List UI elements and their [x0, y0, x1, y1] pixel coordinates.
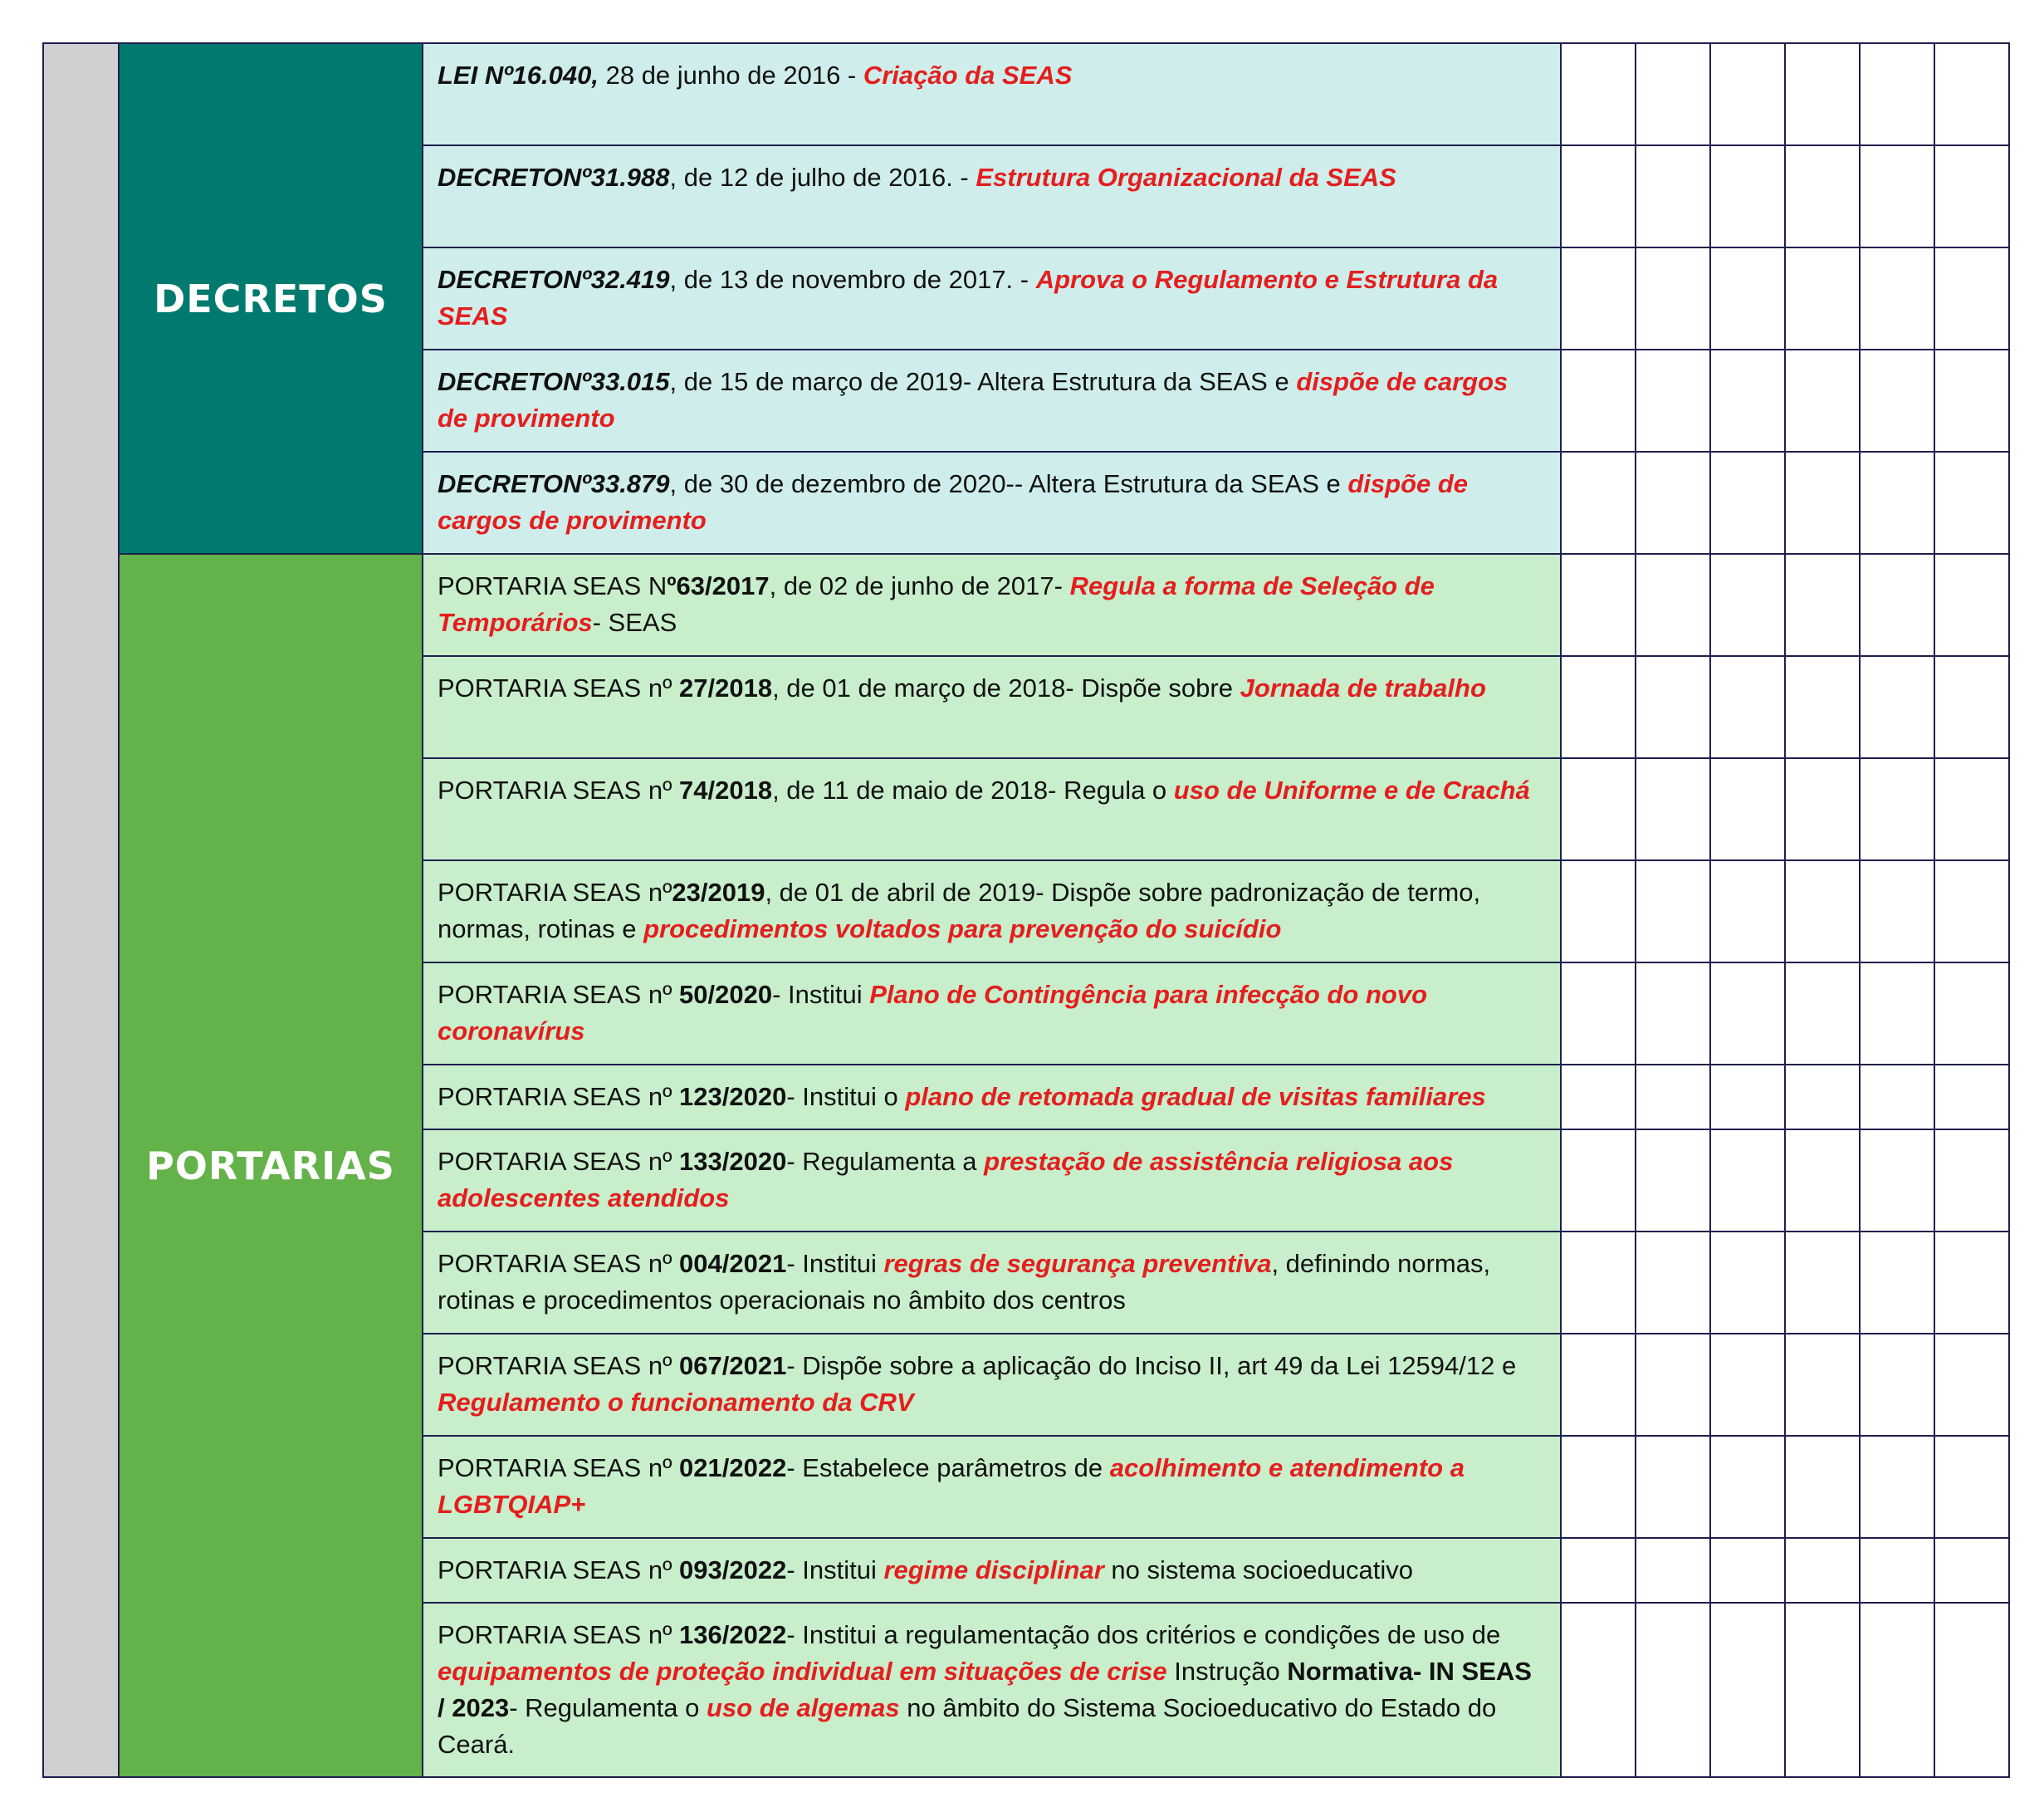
- portaria-text: [423, 758, 1561, 860]
- portaria-description: - Institui: [772, 980, 870, 1009]
- decreto-code: DECRETONº33.879: [438, 469, 670, 498]
- decreto-text: [423, 247, 1561, 350]
- section-decretos-label: DECRETOS: [154, 276, 388, 321]
- portaria-highlight: Jornada de trabalho: [1240, 673, 1486, 703]
- decreto-highlight: Aprova o Regulamento e Estrutura da SEAS: [438, 265, 1499, 331]
- checkbox-cell[interactable]: [1710, 145, 1785, 247]
- portaria-prefix: PORTARIA SEAS nº: [438, 1147, 680, 1176]
- decreto-code: LEI Nº16.040,: [438, 61, 599, 90]
- portaria-prefix: PORTARIA SEAS nº: [438, 878, 672, 907]
- checkbox-cell[interactable]: [1561, 1334, 1636, 1436]
- checkbox-cell[interactable]: [1860, 1538, 1934, 1603]
- checkbox-cell[interactable]: [1860, 1232, 1934, 1334]
- checkbox-cell[interactable]: [1561, 145, 1636, 247]
- portaria-text: [423, 656, 1561, 758]
- checkbox-cell[interactable]: [1934, 43, 2009, 145]
- legislation-table: [42, 42, 2010, 1778]
- checkbox-cell[interactable]: [1785, 1436, 1860, 1538]
- portaria-prefix: PORTARIA SEAS N: [438, 571, 667, 600]
- instrucao-normativa: Normativa- IN SEAS / 2023: [438, 1657, 1532, 1722]
- checkbox-cell[interactable]: [1710, 1065, 1785, 1129]
- checkbox-cell[interactable]: [1636, 1129, 1710, 1232]
- checkbox-cell[interactable]: [1636, 247, 1710, 350]
- portaria-text: [423, 554, 1561, 656]
- checkbox-cell[interactable]: [1860, 656, 1934, 758]
- checkbox-cell[interactable]: [1636, 962, 1710, 1065]
- decreto-row: [43, 43, 2009, 145]
- portaria-prefix: PORTARIA SEAS nº: [438, 980, 680, 1009]
- portaria-highlight: Regulamento o funcionamento da CRV: [438, 1388, 914, 1417]
- portaria-number: 093/2022: [679, 1555, 787, 1584]
- portaria-text: [423, 1538, 1561, 1603]
- portaria-highlight: procedimentos voltados para prevenção do suicídio: [643, 914, 1282, 943]
- checkbox-cell[interactable]: [1860, 962, 1934, 1065]
- portaria-highlight: uso de Uniforme e de Crachá: [1173, 776, 1530, 805]
- checkbox-cell[interactable]: [1710, 43, 1785, 145]
- portaria-highlight: uso de algemas: [707, 1693, 900, 1722]
- checkbox-cell[interactable]: [1785, 1334, 1860, 1436]
- checkbox-cell[interactable]: [1710, 758, 1785, 860]
- checkbox-cell[interactable]: [1636, 1232, 1710, 1334]
- checkbox-cell[interactable]: [1934, 350, 2009, 452]
- decreto-description: , de 30 de dezembro de 2020-- Altera Estrutura da SEAS e: [669, 469, 1348, 498]
- checkbox-cell[interactable]: [1636, 452, 1710, 554]
- portaria-highlight: Plano de Contingência para infecção do novo coronavírus: [438, 980, 1428, 1046]
- checkbox-cell[interactable]: [1561, 247, 1636, 350]
- portaria-number: 27/2018: [679, 673, 773, 703]
- checkbox-cell[interactable]: [1934, 452, 2009, 554]
- checkbox-cell[interactable]: [1710, 1538, 1785, 1603]
- checkbox-cell[interactable]: [1785, 860, 1860, 962]
- checkbox-cell[interactable]: [1710, 962, 1785, 1065]
- decreto-code: DECRETONº31.988: [438, 163, 670, 192]
- portaria-text: [423, 1129, 1561, 1232]
- decreto-description: , de 13 de novembro de 2017. -: [669, 265, 1036, 294]
- checkbox-cell[interactable]: [1785, 145, 1860, 247]
- checkbox-cell[interactable]: [1710, 247, 1785, 350]
- decreto-description: , de 12 de julho de 2016. -: [669, 163, 976, 192]
- checkbox-cell[interactable]: [1860, 1603, 1934, 1777]
- checkbox-cell[interactable]: [1785, 1603, 1860, 1777]
- portaria-description: - Dispõe sobre a aplicação do Inciso II, art 49 da Lei 12594/12 e: [786, 1351, 1517, 1380]
- decreto-text: [423, 43, 1561, 145]
- checkbox-cell[interactable]: [1934, 962, 2009, 1065]
- checkbox-cell[interactable]: [1636, 145, 1710, 247]
- portaria-description: - Regulamenta o: [509, 1693, 707, 1722]
- checkbox-cell[interactable]: [1636, 554, 1710, 656]
- portaria-text: [423, 1334, 1561, 1436]
- checkbox-cell[interactable]: [1636, 1538, 1710, 1603]
- checkbox-cell[interactable]: [1561, 554, 1636, 656]
- portaria-prefix: PORTARIA SEAS nº: [438, 1555, 680, 1584]
- checkbox-cell[interactable]: [1785, 1065, 1860, 1129]
- portaria-text: [423, 1232, 1561, 1334]
- checkbox-cell[interactable]: [1785, 1129, 1860, 1232]
- checkbox-cell[interactable]: [1710, 1232, 1785, 1334]
- checkbox-cell[interactable]: [1710, 1129, 1785, 1232]
- checkbox-cell[interactable]: [1710, 554, 1785, 656]
- decreto-highlight: dispõe de cargos de provimento: [438, 469, 1469, 535]
- checkbox-cell[interactable]: [1785, 350, 1860, 452]
- checkbox-cell[interactable]: [1934, 1603, 2009, 1777]
- checkbox-cell[interactable]: [1934, 145, 2009, 247]
- checkbox-cell[interactable]: [1636, 350, 1710, 452]
- portaria-number: 50/2020: [679, 980, 773, 1009]
- checkbox-cell[interactable]: [1934, 1065, 2009, 1129]
- portaria-prefix: PORTARIA SEAS nº: [438, 1249, 680, 1278]
- portaria-description: - Institui a regulamentação dos critérios e condições de uso de: [786, 1620, 1501, 1649]
- checkbox-cell[interactable]: [1785, 554, 1860, 656]
- portaria-description: - Institui o: [786, 1082, 906, 1111]
- checkbox-cell[interactable]: [1710, 452, 1785, 554]
- portaria-description: , de 02 de junho de 2017-: [769, 571, 1070, 600]
- checkbox-cell[interactable]: [1785, 962, 1860, 1065]
- portaria-description: , de 01 de março de 2018- Dispõe sobre: [772, 673, 1240, 703]
- portaria-text: [423, 1436, 1561, 1538]
- checkbox-cell[interactable]: [1561, 656, 1636, 758]
- portaria-suffix: , definindo normas, rotinas e procedimentos operacionais no âmbito dos centros: [438, 1249, 1491, 1315]
- portaria-description: , de 11 de maio de 2018- Regula o: [772, 776, 1174, 805]
- checkbox-cell[interactable]: [1561, 1436, 1636, 1538]
- decreto-text: [423, 452, 1561, 554]
- checkbox-cell[interactable]: [1636, 1334, 1710, 1436]
- checkbox-cell[interactable]: [1561, 1129, 1636, 1232]
- checkbox-cell[interactable]: [1860, 247, 1934, 350]
- checkbox-cell[interactable]: [1860, 350, 1934, 452]
- portaria-text: [423, 1065, 1561, 1129]
- side-bar: [43, 43, 119, 1777]
- checkbox-cell[interactable]: [1710, 656, 1785, 758]
- portaria-number: 136/2022: [679, 1620, 787, 1649]
- decreto-code: DECRETONº32.419: [438, 265, 670, 294]
- checkbox-cell[interactable]: [1934, 247, 2009, 350]
- section-portarias-label: PORTARIAS: [146, 1143, 395, 1188]
- portaria-description: - Estabelece parâmetros de: [786, 1453, 1110, 1482]
- portaria-number: 123/2020: [679, 1082, 787, 1111]
- checkbox-cell[interactable]: [1785, 452, 1860, 554]
- portaria-text: [423, 962, 1561, 1065]
- checkbox-cell[interactable]: [1561, 962, 1636, 1065]
- checkbox-cell[interactable]: [1934, 554, 2009, 656]
- checkbox-cell[interactable]: [1860, 860, 1934, 962]
- checkbox-cell[interactable]: [1636, 860, 1710, 962]
- checkbox-cell[interactable]: [1636, 1603, 1710, 1777]
- checkbox-cell[interactable]: [1561, 350, 1636, 452]
- checkbox-cell[interactable]: [1860, 1065, 1934, 1129]
- checkbox-cell[interactable]: [1860, 758, 1934, 860]
- portaria-suffix: no sistema socioeducativo: [1103, 1555, 1414, 1584]
- decreto-highlight: Estrutura Organizacional da SEAS: [976, 163, 1396, 192]
- portaria-prefix: PORTARIA SEAS nº: [438, 1082, 680, 1111]
- checkbox-cell[interactable]: [1710, 1603, 1785, 1777]
- section-decretos: [119, 43, 423, 554]
- decreto-description: , de 15 de março de 2019- Altera Estrutura da SEAS e: [669, 367, 1297, 396]
- checkbox-cell[interactable]: [1785, 656, 1860, 758]
- checkbox-cell[interactable]: [1636, 656, 1710, 758]
- portaria-description: - Institui: [786, 1555, 884, 1584]
- portaria-prefix: PORTARIA SEAS nº: [438, 1453, 680, 1482]
- portaria-number: 021/2022: [679, 1453, 787, 1482]
- checkbox-cell[interactable]: [1934, 1436, 2009, 1538]
- decreto-highlight: dispõe de cargos de provimento: [438, 367, 1509, 433]
- portaria-highlight: plano de retomada gradual de visitas familiares: [905, 1082, 1486, 1111]
- portaria-highlight: Regula a forma de Seleção de Temporários: [438, 571, 1435, 637]
- checkbox-cell[interactable]: [1934, 1538, 2009, 1603]
- portaria-description: - Institui: [786, 1249, 884, 1278]
- checkbox-cell[interactable]: [1934, 656, 2009, 758]
- checkbox-cell[interactable]: [1785, 1538, 1860, 1603]
- section-portarias: [119, 554, 423, 1777]
- portaria-number: 133/2020: [679, 1147, 787, 1176]
- checkbox-cell[interactable]: [1934, 1129, 2009, 1232]
- checkbox-cell[interactable]: [1860, 554, 1934, 656]
- portaria-prefix: PORTARIA SEAS nº: [438, 1620, 680, 1649]
- checkbox-cell[interactable]: [1710, 860, 1785, 962]
- checkbox-cell[interactable]: [1636, 43, 1710, 145]
- checkbox-cell[interactable]: [1860, 43, 1934, 145]
- decreto-description: 28 de junho de 2016 -: [598, 61, 863, 90]
- checkbox-cell[interactable]: [1934, 860, 2009, 962]
- portaria-row: [43, 554, 2009, 656]
- portaria-highlight: regras de segurança preventiva: [883, 1249, 1272, 1278]
- checkbox-cell[interactable]: [1710, 350, 1785, 452]
- checkbox-cell[interactable]: [1636, 1065, 1710, 1129]
- checkbox-cell[interactable]: [1860, 452, 1934, 554]
- portaria-prefix: PORTARIA SEAS nº: [438, 1351, 680, 1380]
- portaria-number: 067/2021: [679, 1351, 787, 1380]
- checkbox-cell[interactable]: [1785, 758, 1860, 860]
- portaria-number: º63/2017: [667, 571, 770, 600]
- portaria-description: - Regulamenta a: [786, 1147, 985, 1176]
- portaria-highlight: equipamentos de proteção individual em situações de crise: [438, 1657, 1167, 1686]
- portaria-highlight: regime disciplinar: [883, 1555, 1104, 1584]
- checkbox-cell[interactable]: [1785, 1232, 1860, 1334]
- checkbox-cell[interactable]: [1785, 43, 1860, 145]
- portaria-highlight: acolhimento e atendimento a LGBTQIAP+: [438, 1453, 1465, 1519]
- checkbox-cell[interactable]: [1636, 758, 1710, 860]
- checkbox-cell[interactable]: [1860, 1436, 1934, 1538]
- checkbox-cell[interactable]: [1561, 860, 1636, 962]
- decreto-code: DECRETONº33.015: [438, 367, 670, 396]
- decreto-text: [423, 145, 1561, 247]
- checkbox-cell[interactable]: [1860, 1129, 1934, 1232]
- portaria-highlight: prestação de assistência religiosa aos adolescentes atendidos: [438, 1147, 1454, 1212]
- checkbox-cell[interactable]: [1636, 1436, 1710, 1538]
- checkbox-cell[interactable]: [1710, 1334, 1785, 1436]
- decreto-text: [423, 350, 1561, 452]
- checkbox-cell[interactable]: [1561, 1603, 1636, 1777]
- portaria-number: 004/2021: [679, 1249, 787, 1278]
- checkbox-cell[interactable]: [1561, 1232, 1636, 1334]
- portaria-suffix: - SEAS: [592, 608, 677, 637]
- portaria-prefix: PORTARIA SEAS nº: [438, 776, 680, 805]
- portaria-description: Instrução: [1166, 1657, 1288, 1686]
- portaria-number: 23/2019: [672, 878, 765, 907]
- checkbox-cell[interactable]: [1561, 1065, 1636, 1129]
- portaria-text: [423, 860, 1561, 962]
- portaria-text: [423, 1603, 1561, 1777]
- checkbox-cell[interactable]: [1710, 1436, 1785, 1538]
- checkbox-cell[interactable]: [1561, 758, 1636, 860]
- checkbox-cell[interactable]: [1934, 1334, 2009, 1436]
- checkbox-cell[interactable]: [1860, 1334, 1934, 1436]
- checkbox-cell[interactable]: [1860, 145, 1934, 247]
- checkbox-cell[interactable]: [1561, 43, 1636, 145]
- checkbox-cell[interactable]: [1785, 247, 1860, 350]
- portaria-description: , de 01 de abril de 2019- Dispõe sobre padronização de termo, normas, rotinas e: [438, 878, 1481, 943]
- decreto-highlight: Criação da SEAS: [863, 61, 1073, 90]
- portaria-number: 74/2018: [679, 776, 773, 805]
- checkbox-cell[interactable]: [1934, 1232, 2009, 1334]
- checkbox-cell[interactable]: [1934, 758, 2009, 860]
- checkbox-cell[interactable]: [1561, 452, 1636, 554]
- checkbox-cell[interactable]: [1561, 1538, 1636, 1603]
- portaria-suffix: no âmbito do Sistema Socioeducativo do Estado do Ceará.: [438, 1693, 1497, 1759]
- portaria-prefix: PORTARIA SEAS nº: [438, 673, 680, 703]
